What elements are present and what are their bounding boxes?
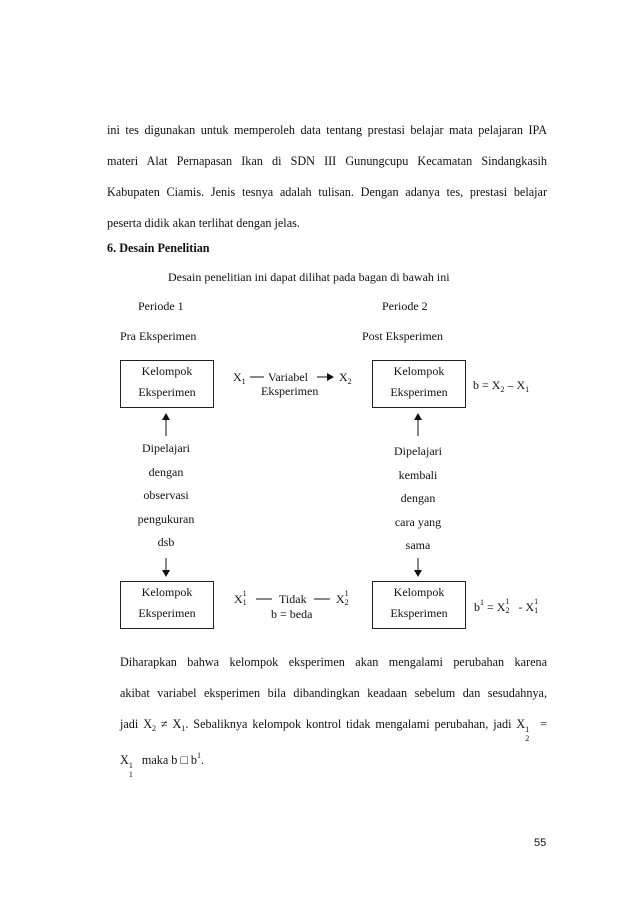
box-line: Kelompok bbox=[393, 585, 445, 599]
paragraph-line: Diharapkan bahwa kelompok eksperimen akan mengalami perubahan karena bbox=[120, 655, 547, 669]
paragraph-line: Kabupaten Ciamis. Jenis tesnya adalah tulisan. Dengan adanya tes, prestasi belajar bbox=[107, 185, 547, 199]
paragraph-line: akibat variabel eksperimen bila dibandingkan keadaan sebelum dan sesudahnya, bbox=[120, 686, 547, 700]
box-kelompok-eksperimen-bottom-left bbox=[120, 581, 214, 629]
note-line: sama bbox=[405, 538, 431, 552]
box-kelompok-eksperimen-bottom-right bbox=[372, 581, 466, 629]
variabel-label: Variabel bbox=[268, 370, 308, 384]
box-line: Kelompok bbox=[141, 585, 193, 599]
note-line: cara yang bbox=[394, 514, 442, 529]
x1-superscript-label: X 1 1 bbox=[234, 589, 247, 608]
x1-label: $X_1$ bbox=[233, 370, 246, 386]
paragraph-line: jadi $X_2 \ne X_1$. Sebaliknya kelompok kontrol tidak mengalami perubahan, jadi X 1 2 = bbox=[120, 717, 548, 744]
left-note bbox=[120, 437, 212, 555]
right-note bbox=[372, 440, 464, 558]
x2-superscript-label: X 1 2 bbox=[336, 589, 349, 608]
note-line: observasi bbox=[143, 488, 189, 502]
period-left-label: Periode 1 bbox=[138, 299, 184, 313]
formula-b-bottom: $b^1 = X$ 1 2 - X 1 1 bbox=[474, 597, 539, 616]
note-line: kembali bbox=[398, 467, 438, 482]
box-line: Eksperimen bbox=[390, 385, 448, 399]
paragraph-line: materi Alat Pernapasan Ikan di SDN III Gunungcupu Kecamatan Sindangkasih bbox=[107, 154, 547, 168]
box-line: Kelompok bbox=[141, 364, 193, 378]
page-number: 55 bbox=[534, 837, 547, 849]
tidak-label: Tidak bbox=[279, 592, 307, 606]
note-line: Dipelajari bbox=[394, 444, 442, 458]
phase-left-label: Pra Eksperimen bbox=[120, 329, 197, 343]
eksperimen-label: Eksperimen bbox=[261, 384, 319, 398]
missing-glyph-box: □ bbox=[180, 753, 188, 767]
paragraph-line: X 1 1 maka b □ $b^1$. bbox=[120, 751, 205, 780]
beda-label: b = beda bbox=[271, 607, 313, 621]
note-line: pengukuran bbox=[137, 511, 195, 526]
note-line: dengan bbox=[148, 464, 184, 479]
box-line: Eksperimen bbox=[138, 606, 196, 620]
note-line: dsb bbox=[157, 535, 175, 549]
box-line: Kelompok bbox=[393, 364, 445, 378]
paragraph-line: ini tes digunakan untuk memperoleh data tentang prestasi belajar mata pelajaran IPA bbox=[107, 123, 547, 137]
phase-right-label: Post Eksperimen bbox=[362, 329, 443, 343]
box-line: Eksperimen bbox=[138, 385, 196, 399]
box-line: Eksperimen bbox=[390, 606, 448, 620]
box-kelompok-eksperimen-top-right bbox=[372, 360, 466, 408]
paragraph-line: peserta didik akan terlihat dengan jelas. bbox=[107, 216, 300, 230]
box-kelompok-eksperimen-top-left bbox=[120, 360, 214, 408]
note-line: dengan bbox=[400, 491, 436, 505]
note-line: Dipelajari bbox=[142, 441, 190, 455]
formula-b-top: $b = X_2 - X_1$ bbox=[473, 378, 530, 394]
period-right-label: Periode 2 bbox=[382, 299, 428, 313]
closing-paragraph bbox=[120, 647, 548, 780]
x2-label: $X_2$ bbox=[339, 370, 352, 386]
section-intro: Desain penelitian ini dapat dilihat pada bagan di bawah ini bbox=[168, 270, 450, 284]
section-heading: 6. Desain Penelitian bbox=[107, 241, 210, 255]
